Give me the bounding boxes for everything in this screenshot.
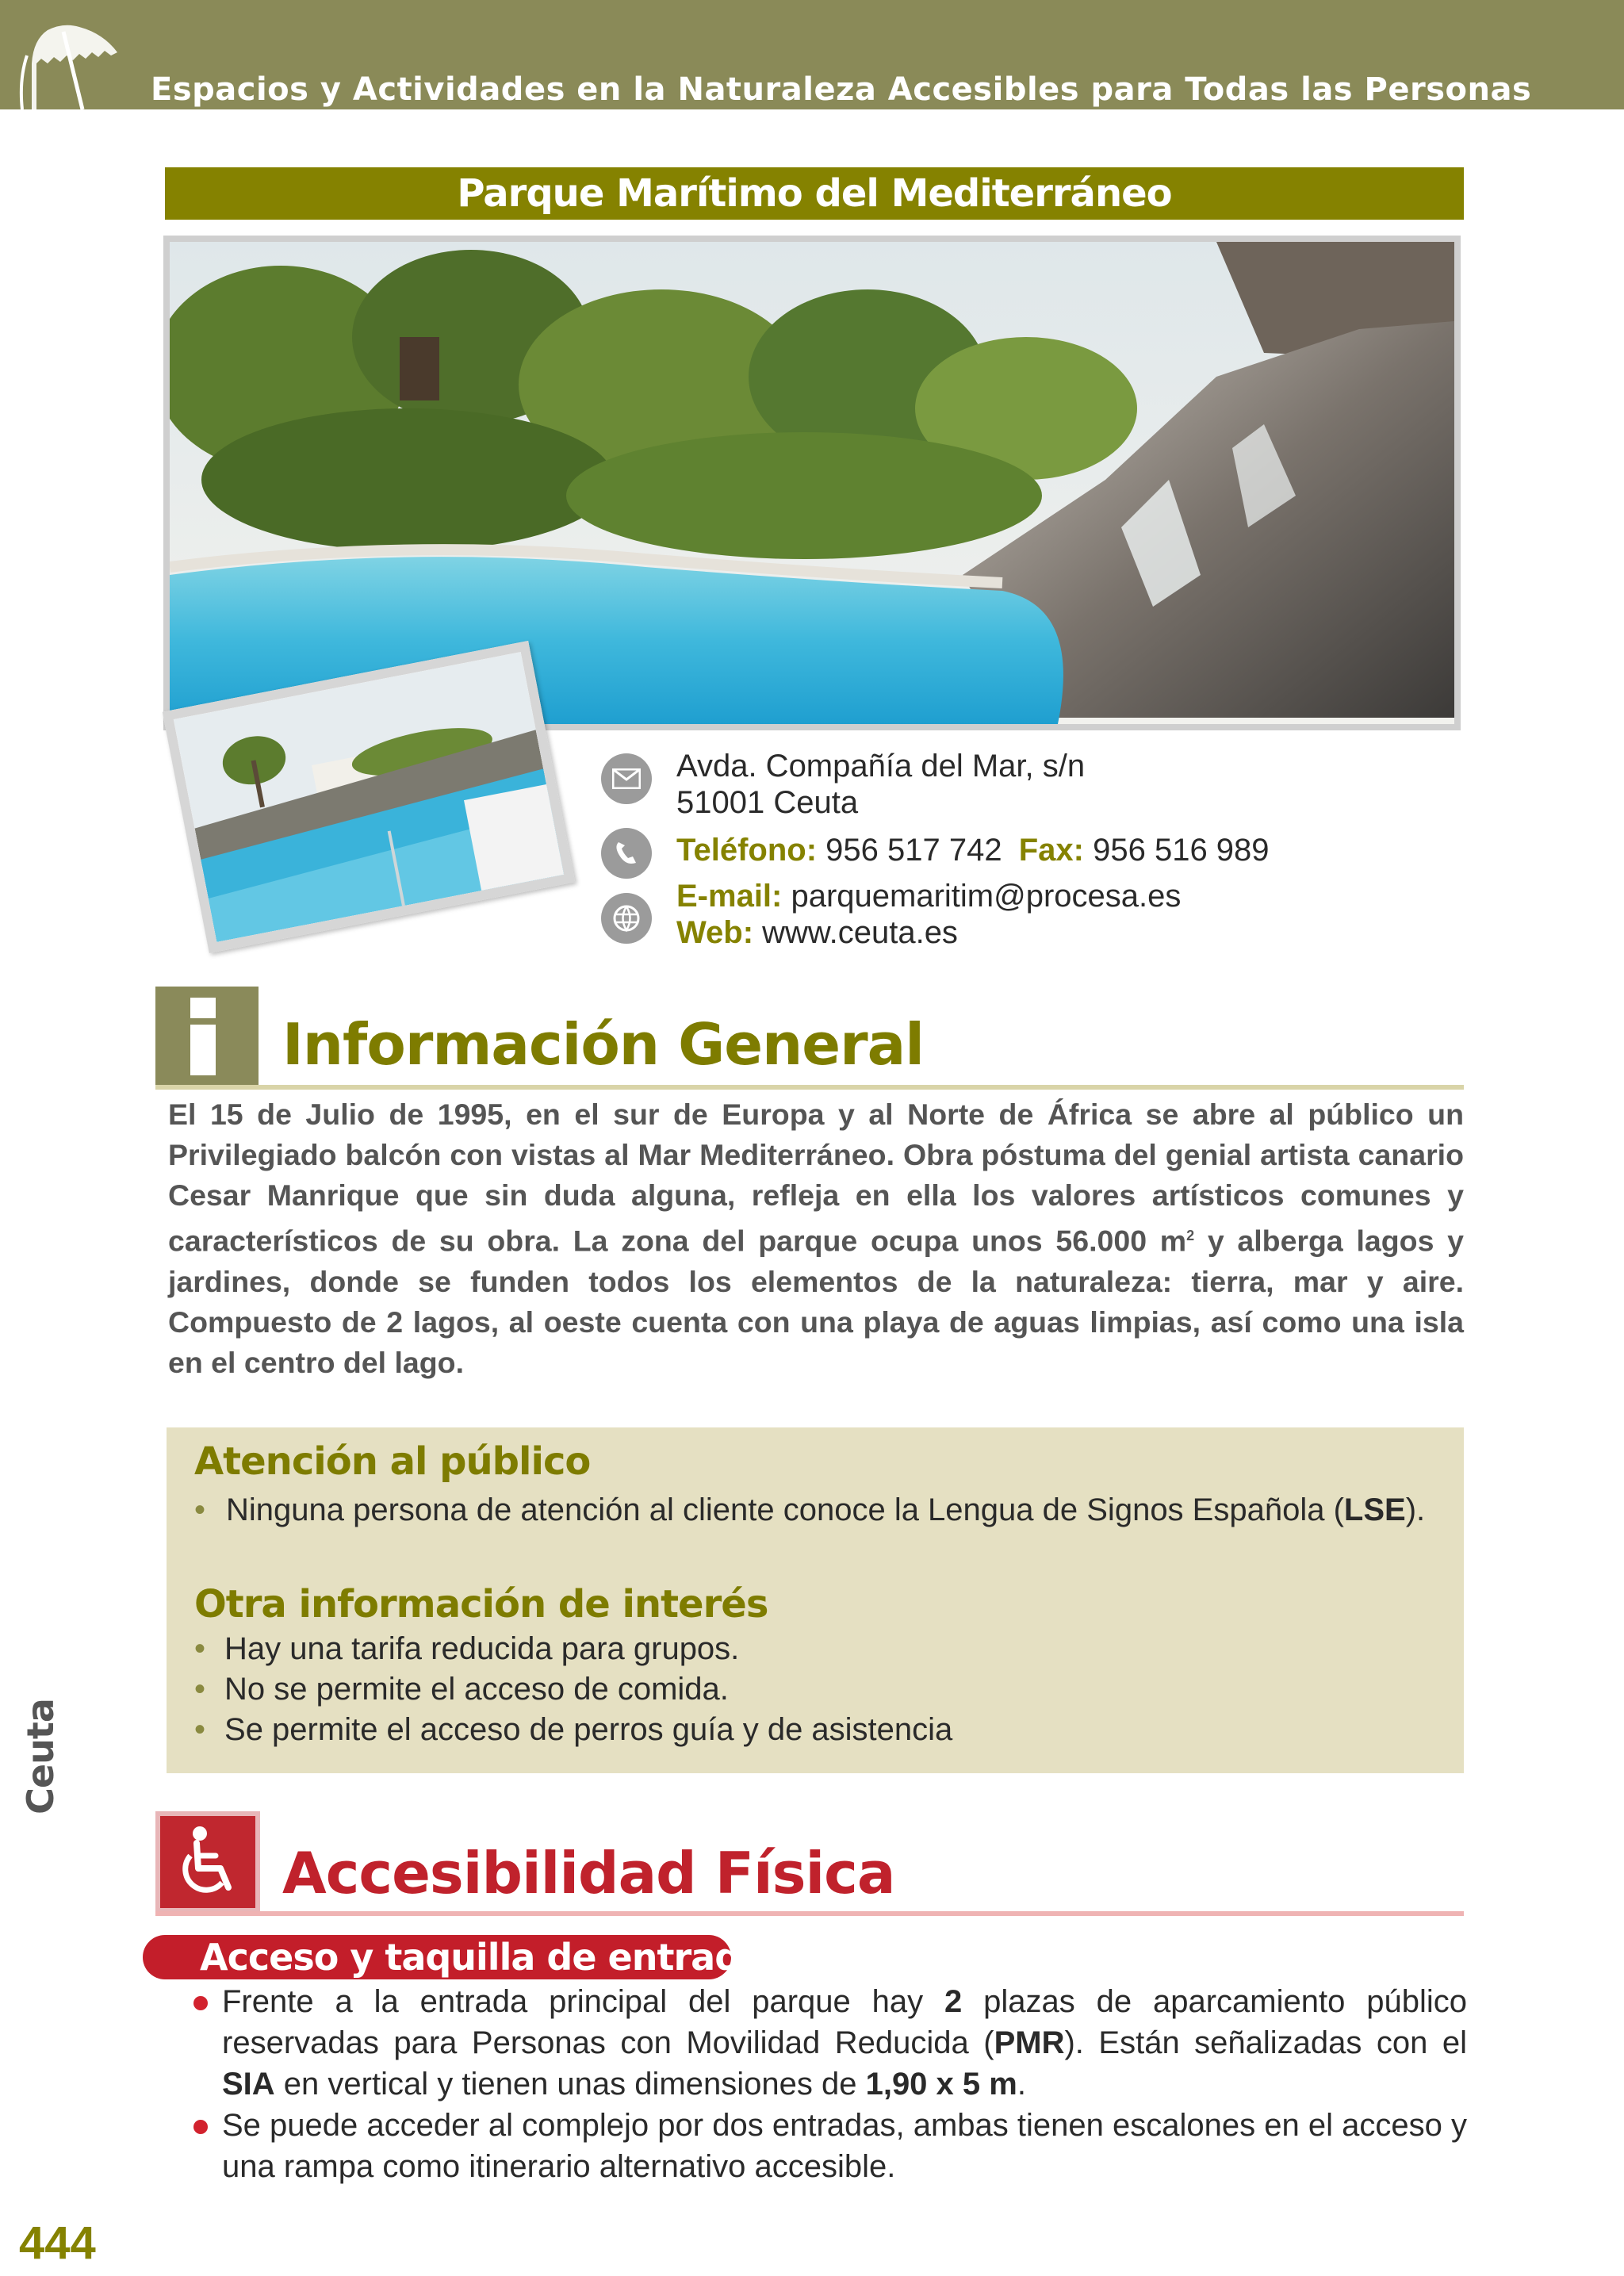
- info-general-body: El 15 de Julio de 1995, en el sur de Europa y al Norte de África se abre al público un Privilegiado balcón con vistas al Mar Mediterráneo. Obra póstuma del genial artista canario Cesar Manrique que sin duda alguna, refleja en ella los valores artísticos comunes y característicos de su obra. La zona del parque ocupa unos 56.000 $m^2$ y alberga lagos y jardines, donde se funden todos los elementos de la naturaleza: tierra, mar y aire. Compuesto de 2 lagos, al oeste cuenta con una playa de aguas limpias, así como una isla en el centro del lago.: [168, 1098, 1464, 1379]
- info-icon: [155, 987, 259, 1086]
- main-park-photo: [163, 236, 1461, 730]
- phone-fax-line: [676, 833, 1270, 868]
- wheelchair-icon: [155, 1811, 260, 1913]
- web-icon: [601, 893, 652, 944]
- page-number: 444: [19, 2217, 96, 2269]
- park-title: Parque Marítimo del Mediterráneo: [457, 171, 1172, 216]
- subsection-title: Acceso y taquilla de entrada: [200, 1936, 764, 1979]
- subsection-pill: [143, 1935, 764, 1979]
- web-line: [676, 915, 958, 951]
- mail-icon: [601, 753, 652, 804]
- fax-label: Fax:: [1018, 833, 1084, 868]
- page-header: [0, 0, 1624, 109]
- phone-icon: [601, 828, 652, 879]
- web-label: Web:: [676, 915, 754, 950]
- address-line-2: 51001 Ceuta: [676, 785, 859, 820]
- parasol-logo-icon: [16, 16, 135, 109]
- otra-info-title: Otra información de interés: [194, 1582, 768, 1627]
- atencion-item: Ninguna persona de atención al cliente conoce la Lengua de Signos Española (LSE).: [226, 1492, 1426, 1527]
- otra-info-item: • Hay una tarifa reducida para grupos.: [194, 1631, 740, 1666]
- bullet-dot: [193, 2120, 208, 2134]
- acceso-item: Se puede acceder al complejo por dos entradas, ambas tienen escalones en el acceso y una rampa como itinerario alternativo accesible.: [222, 2108, 1467, 2184]
- email-link[interactable]: parquemaritim@procesa.es: [791, 879, 1182, 914]
- info-general-title: Información General: [282, 1011, 924, 1078]
- region-side-label: Ceuta: [19, 1699, 62, 1814]
- web-link[interactable]: www.ceuta.es: [762, 915, 958, 950]
- bullet-dot: [193, 1996, 208, 2010]
- address-line-1: Avda. Compañía del Mar, s/n: [676, 749, 1086, 784]
- accesibilidad-divider: [155, 1911, 1464, 1916]
- phone-label: Teléfono:: [676, 833, 818, 868]
- otra-info-item: • Se permite el acceso de perros guía y de asistencia: [194, 1712, 953, 1747]
- otra-info-item: • No se permite el acceso de comida.: [194, 1672, 729, 1707]
- atencion-title: Atención al público: [194, 1439, 591, 1484]
- fax-value: 956 516 989: [1093, 833, 1270, 868]
- bullet-dot: •: [194, 1492, 206, 1527]
- acceso-item: Frente a la entrada principal del parque hay 2 plazas de aparcamiento público reservadas para Personas con Movilidad Reducida (PMR). Están señalizadas con el SIA en vertical y tienen unas dimensiones de 1,90 x 5 m.: [222, 1984, 1468, 2102]
- park-title-bar: [165, 167, 1464, 220]
- email-label: E-mail:: [676, 879, 783, 914]
- info-divider: [155, 1085, 1464, 1090]
- header-title: Espacios y Actividades en la Naturaleza Accesibles para Todas las Personas: [151, 71, 1532, 108]
- accesibilidad-title: Accesibilidad Física: [282, 1840, 895, 1906]
- phone-value: 956 517 742: [825, 833, 1002, 868]
- email-line: [676, 879, 1181, 914]
